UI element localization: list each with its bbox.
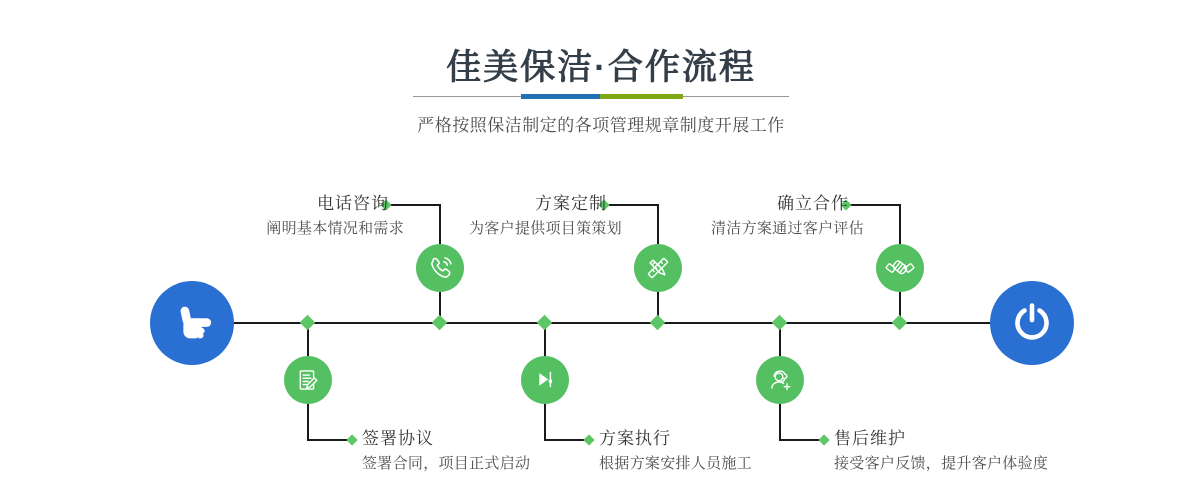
step-node-execute bbox=[521, 356, 569, 404]
title-divider bbox=[413, 94, 789, 100]
customer-service-icon bbox=[766, 366, 794, 394]
step-title: 方案执行 bbox=[599, 429, 671, 448]
timeline-diamond bbox=[537, 315, 553, 331]
divider-olive-segment bbox=[600, 94, 683, 99]
step-node-design bbox=[634, 244, 682, 292]
step-desc: 为客户提供项目策策划 bbox=[468, 220, 622, 238]
play-icon bbox=[531, 366, 559, 394]
timeline-diamond bbox=[772, 315, 788, 331]
page-title: 佳美保洁·合作流程 bbox=[446, 48, 756, 87]
label-diamond bbox=[583, 434, 594, 445]
flow-start-node bbox=[150, 281, 234, 365]
phone-icon bbox=[426, 254, 454, 282]
step-node-cooperation bbox=[876, 244, 924, 292]
step-title: 售后维护 bbox=[834, 429, 906, 448]
contract-icon bbox=[294, 366, 322, 394]
step-title: 方案定制 bbox=[535, 194, 607, 213]
step-label-design bbox=[469, 193, 622, 239]
pointing-hand-icon bbox=[169, 300, 215, 346]
label-diamond bbox=[346, 434, 357, 445]
divider-blue-segment bbox=[521, 94, 600, 99]
step-label-aftersales bbox=[834, 428, 1048, 474]
power-icon bbox=[1010, 301, 1054, 345]
step-title: 电话咨询 bbox=[317, 194, 389, 213]
step-node-aftersales bbox=[756, 356, 804, 404]
step-desc: 签署合同，项目正式启动 bbox=[362, 455, 531, 473]
label-diamond bbox=[818, 434, 829, 445]
step-label-execute bbox=[599, 428, 752, 474]
handshake-icon bbox=[885, 253, 915, 283]
flow-end-node bbox=[990, 281, 1074, 365]
step-title: 确立合作 bbox=[777, 194, 849, 213]
step-node-contract bbox=[284, 356, 332, 404]
step-desc: 接受客户反馈，提升客户体验度 bbox=[834, 455, 1049, 473]
step-node-phone bbox=[416, 244, 464, 292]
step-label-contract bbox=[362, 428, 530, 474]
timeline-diamond bbox=[300, 315, 316, 331]
timeline-diamond bbox=[892, 315, 908, 331]
step-label-phone bbox=[266, 193, 404, 239]
timeline-diamond bbox=[650, 315, 666, 331]
connector-line bbox=[545, 439, 587, 441]
step-desc: 清洁方案通过客户评估 bbox=[710, 220, 864, 238]
step-desc: 阐明基本情况和需求 bbox=[266, 220, 404, 238]
connector-line bbox=[780, 439, 822, 441]
connector-line bbox=[308, 439, 350, 441]
page-subtitle: 严格按照保洁制定的各项管理规章制度开展工作 bbox=[417, 116, 785, 135]
step-desc: 根据方案安排人员施工 bbox=[599, 455, 753, 473]
pencil-ruler-icon bbox=[644, 254, 672, 282]
step-title: 签署协议 bbox=[362, 429, 434, 448]
step-label-cooperation bbox=[711, 193, 864, 239]
timeline-diamond bbox=[432, 315, 448, 331]
